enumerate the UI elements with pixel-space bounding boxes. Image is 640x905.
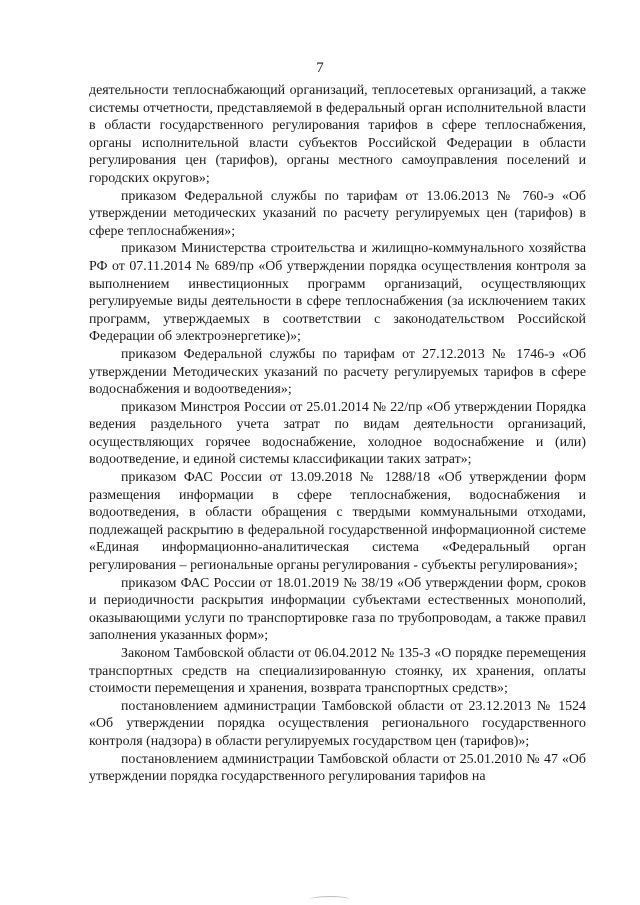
- scan-edge-mark: [310, 896, 350, 903]
- paragraph-order-689pr: приказом Министерства строительства и жилищно-коммунального хозяйства РФ от 07.11.2014 № 689/пр «Об утверждении порядка осуществления контроля за выполнением инвестиционных программ организаций, осуществляющих регулируемые виды деятельности в сфере теплоснабжения (за исключением таких программ, утверждаемых в соответствии с законодательством Российской Федерации об электроэнергетике)»;: [89, 241, 586, 345]
- paragraph-order-22pr: приказом Минстроя России от 25.01.2014 № 22/пр «Об утверждении Порядка ведения раздельного учета затрат по видам деятельности организаций, осуществляющих горячее водоснабжение, холодное водоснабжение и (или) водоотведение, и единой системы классификации таких затрат»;: [89, 399, 586, 468]
- paragraph-continuation: деятельности теплоснабжающий организаций, теплосетевых организаций, а также системы отчетности, представляемой в федеральный орган исполнительной власти в области государственного регулирования тарифов в сфере теплоснабжения, органы исполнительной власти субъектов Российской Федерации в области регулирования цен (тарифов), органы местного самоуправления поселений и городских округов»;: [89, 83, 586, 186]
- document-body: [89, 82, 586, 786]
- paragraph-order-760e: приказом Федеральной службы по тарифам от 13.06.2013 № 760-э «Об утверждении методических указаний по расчету регулируемых цен (тарифов) в сфере теплоснабжения»;: [89, 188, 586, 239]
- paragraph-order-1746e: приказом Федеральной службы по тарифам от 27.12.2013 № 1746-э «Об утверждении Методических указаний по расчету регулируемых тарифов в сфере водоснабжения и водоотведения»;: [89, 346, 586, 398]
- paragraph-order-38-19: приказом ФАС России от 18.01.2019 № 38/19 «Об утверждении форм, сроков и периодичности раскрытия информации субъектами естественных монополий, оказывающими услуги по транспортировке газа по трубопроводам, а также правил заполнения указанных форм»;: [89, 575, 586, 644]
- paragraph-order-1288-18: приказом ФАС России от 13.09.2018 № 1288/18 «Об утверждении форм размещения информации в сфере теплоснабжения, водоснабжения и водоотведения, в области обращения с твердыми коммунальными отходами, подлежащей раскрытию в федеральной государственной информационной системе «Единая информационно-аналитическая система «Федеральный орган регулирования – региональные органы регулирования - субъекты регулирования»;: [89, 470, 586, 574]
- page-number: 7: [316, 60, 324, 76]
- paragraph-resolution-47: постановлением администрации Тамбовской области от 25.01.2010 № 47 «Об утверждении порядка государственного регулирования тарифов на: [89, 751, 586, 785]
- paragraph-resolution-1524: постановлением администрации Тамбовской области от 23.12.2013 № 1524 «Об утверждении порядка осуществления регионального государственного контроля (надзора) в области регулируемых государством цен (тарифов)»;: [89, 698, 586, 749]
- paragraph-law-135z: Законом Тамбовской области от 06.04.2012 № 135-З «О порядке перемещения транспортных средств на специализированную стоянку, их хранения, оплаты стоимости перемещения и хранения, возврата транспортных средств»;: [89, 646, 586, 697]
